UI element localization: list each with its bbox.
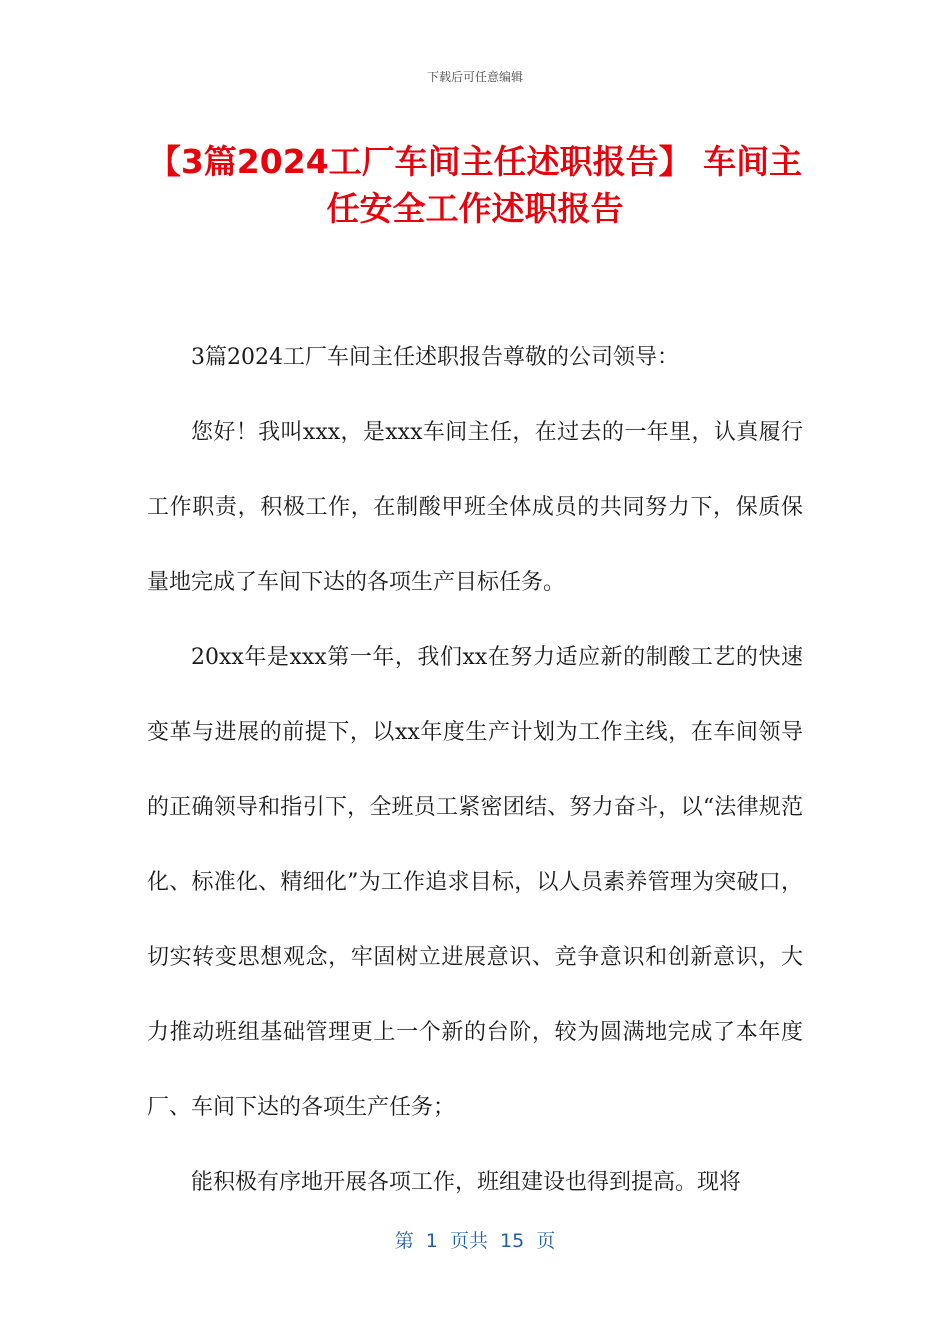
- paragraph: 20xx年是xxx第一年，我们xx在努力适应新的制酸工艺的快速变革与进展的前提下，以xx年度生产计划为工作主线，在车间领导的正确领导和指引下，全班员工紧密团结、努力奋斗，以“法律规范化、标准化、精细化”为工作追求目标，以人员素养管理为突破口，切实转变思想观念，牢固树立进展意识、竞争意识和创新意识，大力推动班组基础管理更上一个新的台阶，较为圆满地完成了本年度厂、车间下达的各项生产任务；: [147, 645, 803, 1120]
- document-title: 【3篇2024工厂车间主任述职报告】 车间主任安全工作述职报告: [147, 142, 803, 228]
- paragraph: 3篇2024工厂车间主任述职报告尊敬的公司领导：: [191, 345, 679, 370]
- paragraph: 您好！我叫xxx，是xxx车间主任，在过去的一年里，认真履行工作职责，积极工作，在制酸甲班全体成员的共同努力下，保质保量地完成了车间下达的各项生产目标任务。: [147, 420, 803, 595]
- header-note: 下载后可任意编辑: [426, 70, 523, 84]
- page-footer: 第 1 页共 15 页: [394, 1230, 556, 1252]
- paragraph: 能积极有序地开展各项工作，班组建设也得到提高。现将: [191, 1170, 742, 1195]
- document-body: [147, 320, 803, 1220]
